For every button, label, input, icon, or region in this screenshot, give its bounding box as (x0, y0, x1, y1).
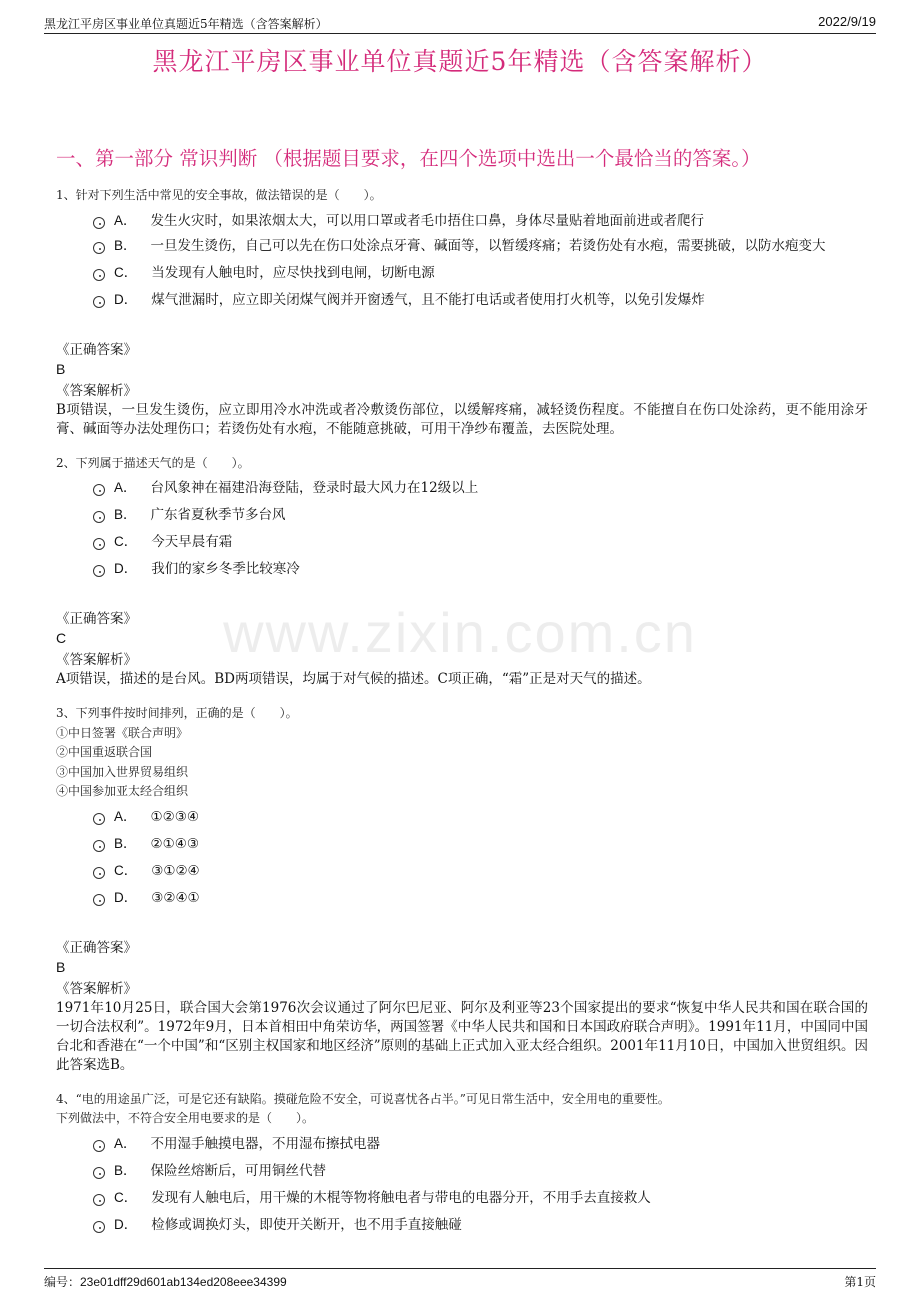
event-item: ③中国加入世界贸易组织 (56, 764, 189, 779)
answer-label: 《正确答案》 (56, 341, 137, 358)
option-c[interactable] (56, 859, 868, 883)
radio-icon[interactable] (93, 1221, 105, 1233)
answer-value: B (56, 958, 66, 975)
option-b[interactable] (56, 1159, 868, 1183)
option-letter: C． (114, 1189, 138, 1205)
event-item: ④中国参加亚太经合组织 (56, 784, 189, 798)
option-text: 保险丝熔断后，可用铜丝代替 (150, 1162, 327, 1179)
option-b[interactable] (56, 832, 868, 856)
document-title: 黑龙江平房区事业单位真题近5年精选（含答案解析） (152, 47, 768, 76)
option-c[interactable] (56, 530, 868, 554)
option-a[interactable] (56, 805, 868, 829)
page-header (44, 12, 876, 34)
option-letter: C． (114, 534, 138, 549)
option-letter: B． (114, 507, 137, 522)
answer-label: 《正确答案》 (56, 611, 137, 627)
explanation-text: 1971年10月25日，联合国大会第1976次会议通过了阿尔巴尼亚、阿尔及利亚等23个国家提出的要求“恢复中华人民共和国在联合国的一切合法权利”。1972年9月，日本首相田中角荣访华，两国签署《中华人民共和国和日本国政府联合声明》。1991年11月，中国同中国台北和香港在“一个中国”和“区别主权国家和地区经济”原则的基础上正式加入亚太经合组织。2001年11月10日，中国加入世贸组织。因此答案选B。 (56, 999, 868, 1073)
option-letter: C． (114, 862, 138, 878)
option-text: 广东省夏秋季节多台风 (150, 507, 286, 523)
page-number: 第1页 (844, 1275, 876, 1289)
event-item: ②中国重返联合国 (56, 745, 153, 759)
option-d[interactable] (56, 886, 868, 910)
option-text: ③②④① (151, 889, 200, 906)
option-text: ①②③④ (150, 808, 199, 825)
option-a[interactable] (56, 209, 868, 233)
document-id: 编号：23e01dff29d601ab134ed208eee34399 (44, 1275, 287, 1289)
radio-icon[interactable] (93, 1194, 105, 1206)
option-letter: C． (114, 264, 138, 280)
option-letter: B． (114, 835, 137, 851)
option-text: 发生火灾时，如果浓烟太大，可以用口罩或者毛巾捂住口鼻，身体尽量贴着地面前进或者爬行 (150, 212, 705, 229)
option-letter: A． (114, 212, 137, 228)
option-text: 当发现有人触电时，应尽快找到电闸，切断电源 (151, 264, 435, 281)
explanation-text: A项错误，描述的是台风。BD两项错误，均属于对气候的描述。C项正确，“霜”正是对天气的描述。 (56, 671, 651, 687)
question-stem: 3、下列事件按时间排列，正确的是（ ）。 (56, 706, 298, 720)
radio-icon[interactable] (93, 813, 105, 825)
option-text: ②①④③ (150, 835, 199, 852)
option-letter: B． (114, 237, 137, 253)
option-letter: D． (114, 291, 138, 307)
question-stem: 4、“电的用途虽广泛，可是它还有缺陷。摸碰危险不安全，可说喜忧各占半。”可见日常生活中，安全用电的重要性。 (56, 1091, 670, 1106)
option-text: 台风象神在福建沿海登陆，登录时最大风力在12级以上 (150, 480, 479, 496)
radio-icon[interactable] (93, 217, 105, 229)
radio-icon[interactable] (93, 511, 105, 523)
header-date: 2022/9/19 (818, 14, 876, 29)
page-footer (44, 1268, 876, 1292)
question-2 (56, 454, 868, 690)
question-stem: 1、针对下列生活中常见的安全事故，做法错误的是（ ）。 (56, 188, 382, 202)
option-text: 今天早晨有霜 (151, 534, 233, 550)
option-b[interactable] (56, 503, 868, 527)
radio-icon[interactable] (93, 538, 105, 550)
radio-icon[interactable] (93, 1167, 105, 1179)
option-text: 一旦发生烫伤，自己可以先在伤口处涂点牙膏、碱面等，以暂缓疼痛；若烫伤处有水疱，需要挑破，以防水疱变大 (150, 237, 826, 254)
question-4 (56, 1090, 868, 1237)
option-d[interactable] (56, 557, 868, 581)
option-letter: A． (114, 1135, 137, 1151)
answer-value: C (56, 630, 67, 646)
option-letter: B． (114, 1162, 137, 1178)
explanation-label: 《答案解析》 (56, 382, 137, 399)
option-a[interactable] (56, 1132, 868, 1156)
radio-icon[interactable] (93, 296, 105, 308)
option-letter: D． (114, 561, 138, 576)
option-c[interactable] (56, 261, 868, 285)
question-1 (56, 186, 868, 439)
option-letter: D． (114, 1216, 138, 1232)
section-heading: 一、第一部分 常识判断 （根据题目要求，在四个选项中选出一个最恰当的答案。） (56, 147, 761, 170)
option-text: 煤气泄漏时，应立即关闭煤气阀并开窗透气，且不能打电话或者使用打火机等，以免引发爆炸 (151, 291, 705, 308)
answer-label: 《正确答案》 (56, 939, 137, 956)
question-stem: 2、下列属于描述天气的是（ ）。 (56, 455, 250, 470)
answer-value: B (56, 360, 66, 377)
event-item: ①中日签署《联合声明》 (56, 725, 189, 740)
radio-icon[interactable] (93, 867, 105, 879)
radio-icon[interactable] (93, 565, 105, 577)
radio-icon[interactable] (93, 242, 105, 254)
question-stem-continued: 下列做法中，不符合安全用电要求的是（ ）。 (56, 1111, 315, 1125)
question-list (56, 186, 868, 1237)
option-text: 发现有人触电后，用干燥的木棍等物将触电者与带电的电器分开，不用手去直接救人 (151, 1189, 651, 1206)
watermark: www.zixin.com.cn (223, 601, 697, 664)
header-doc-title: 黑龙江平房区事业单位真题近5年精选（含答案解析） (44, 17, 328, 31)
option-letter: A． (114, 808, 137, 824)
option-text: 我们的家乡冬季比较寒冷 (151, 561, 300, 577)
explanation-label: 《答案解析》 (56, 652, 137, 668)
radio-icon[interactable] (93, 894, 105, 906)
option-text: 检修或调换灯头，即使开关断开，也不用手直接触碰 (151, 1216, 462, 1233)
explanation-text: B项错误，一旦发生烫伤，应立即用冷水冲洗或者冷敷烫伤部位，以缓解疼痛，减轻烫伤程度。不能擅自在伤口处涂药，更不能用涂牙膏、碱面等办法处理伤口；若烫伤处有水疱，不能随意挑破，可用干净纱布覆盖，去医院处理。 (56, 401, 868, 437)
radio-icon[interactable] (93, 1140, 105, 1152)
option-a[interactable] (56, 476, 868, 500)
option-d[interactable] (56, 1213, 868, 1237)
explanation-label: 《答案解析》 (56, 980, 137, 997)
option-d[interactable] (56, 288, 868, 312)
option-letter: D． (114, 889, 138, 905)
question-3 (56, 704, 868, 1075)
option-text: 不用湿手触摸电器，不用湿布擦拭电器 (150, 1135, 381, 1152)
option-letter: A． (114, 480, 137, 495)
option-text: ③①②④ (151, 862, 200, 879)
radio-icon[interactable] (93, 484, 105, 496)
radio-icon[interactable] (93, 840, 105, 852)
option-b[interactable] (56, 234, 868, 258)
radio-icon[interactable] (93, 269, 105, 281)
option-c[interactable] (56, 1186, 868, 1210)
